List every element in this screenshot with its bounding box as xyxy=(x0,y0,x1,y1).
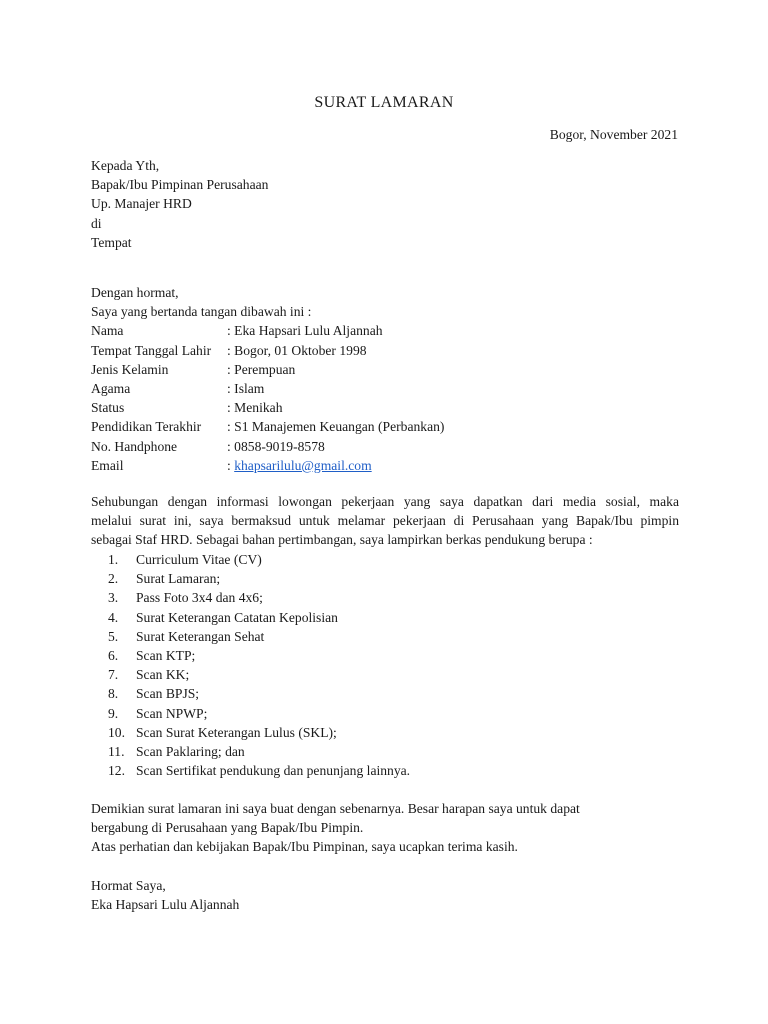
list-number: 11. xyxy=(108,743,125,759)
detail-row-birth xyxy=(91,341,679,360)
list-text: Scan Sertifikat pendukung dan penunjang lainnya. xyxy=(136,763,411,779)
list-item xyxy=(108,742,410,761)
list-number: 4. xyxy=(108,609,119,625)
letter-title: SURAT LAMARAN xyxy=(314,94,454,111)
list-item xyxy=(108,627,410,646)
list-number: 1. xyxy=(108,552,119,567)
address-line: Bapak/Ibu Pimpinan Perusahaan xyxy=(91,177,269,193)
detail-row-religion xyxy=(91,379,679,398)
detail-value: : Eka Hapsari Lulu Aljannah xyxy=(227,323,383,339)
detail-value: : Islam xyxy=(227,380,265,396)
detail-label: Status xyxy=(91,400,125,416)
list-number: 9. xyxy=(108,705,119,721)
list-number: 2. xyxy=(108,571,119,587)
list-text: Curriculum Vitae (CV) xyxy=(136,552,262,567)
list-text: Pass Foto 3x4 dan 4x6; xyxy=(136,590,263,606)
detail-label: Email xyxy=(91,457,124,473)
signature-block xyxy=(91,876,679,914)
list-number: 12. xyxy=(108,763,125,779)
detail-value: : 0858-9019-8578 xyxy=(227,438,325,454)
email-prefix: : xyxy=(227,457,235,473)
list-text: Surat Keterangan Catatan Kepolisian xyxy=(136,609,338,625)
signer-name: Eka Hapsari Lulu Aljannah xyxy=(91,897,240,913)
place-date: Bogor, November 2021 xyxy=(549,127,678,142)
list-text: Scan NPWP; xyxy=(136,705,208,721)
list-number: 8. xyxy=(108,686,119,702)
paragraph-line: melalui surat ini, saya bermaksud untuk melamar pekerjaan di Perusahaan yang Bapak/Ibu pimpin xyxy=(91,513,679,529)
detail-row-name xyxy=(91,321,679,340)
detail-label: No. Handphone xyxy=(91,438,178,454)
list-number: 10. xyxy=(108,724,125,740)
list-item xyxy=(108,569,410,588)
address-line: di xyxy=(91,215,102,231)
list-item xyxy=(108,588,410,607)
list-item xyxy=(108,550,410,569)
closing-line: Atas perhatian dan kebijakan Bapak/Ibu Pimpinan, saya ucapkan terima kasih. xyxy=(91,839,518,855)
list-text: Scan BPJS; xyxy=(136,686,200,702)
greeting: Dengan hormat, xyxy=(91,285,179,300)
list-text: Scan Paklaring; dan xyxy=(136,743,245,759)
detail-label: Jenis Kelamin xyxy=(91,361,169,377)
recipient-address xyxy=(91,156,679,252)
paragraph-line: sebagai Staf HRD. Sebagai bahan pertimbangan, saya lampirkan berkas pendukung berupa : xyxy=(91,532,593,548)
detail-row-education xyxy=(91,417,679,436)
list-item xyxy=(108,723,410,742)
detail-row-status xyxy=(91,398,679,417)
detail-label: Agama xyxy=(91,380,131,396)
list-text: Surat Keterangan Sehat xyxy=(136,628,265,644)
closing-line: Demikian surat lamaran ini saya buat dengan sebenarnya. Besar harapan saya untuk dapat xyxy=(91,801,580,816)
list-number: 6. xyxy=(108,647,119,663)
detail-value: : S1 Manajemen Keuangan (Perbankan) xyxy=(227,419,445,435)
list-text: Scan Surat Keterangan Lulus (SKL); xyxy=(136,724,337,740)
paragraph-line: Sehubungan dengan informasi lowongan pekerjaan yang saya dapatkan dari media sosial, maka xyxy=(91,494,679,509)
applicant-details xyxy=(91,283,679,475)
list-text: Surat Lamaran; xyxy=(136,571,221,587)
body-paragraph xyxy=(91,492,679,550)
address-line: Tempat xyxy=(91,234,132,250)
detail-value: : Bogor, 01 Oktober 1998 xyxy=(227,342,367,358)
intro-line: Saya yang bertanda tangan dibawah ini : xyxy=(91,304,312,320)
detail-value: : Menikah xyxy=(227,400,283,416)
detail-label: Tempat Tanggal Lahir xyxy=(91,342,212,358)
address-line: Up. Manajer HRD xyxy=(91,196,192,212)
email-link[interactable]: khapsarilulu@gmail.com xyxy=(234,457,372,473)
list-text: Scan KK; xyxy=(136,667,190,683)
address-line: Kepada Yth, xyxy=(91,158,160,173)
detail-label: Pendidikan Terakhir xyxy=(91,419,202,435)
attachment-list xyxy=(108,550,410,780)
list-item xyxy=(108,608,410,627)
detail-label: Nama xyxy=(91,323,124,339)
list-number: 3. xyxy=(108,590,119,606)
list-number: 5. xyxy=(108,628,119,644)
detail-value: : Perempuan xyxy=(227,361,296,377)
detail-row-phone xyxy=(91,437,679,456)
sign-off: Hormat Saya, xyxy=(91,878,166,893)
list-number: 7. xyxy=(108,667,119,683)
list-item xyxy=(108,761,410,780)
list-item xyxy=(108,646,410,665)
list-text: Scan KTP; xyxy=(136,647,196,663)
detail-value xyxy=(227,456,679,475)
detail-row-email xyxy=(91,456,679,475)
closing-line: bergabung di Perusahaan yang Bapak/Ibu Pimpin. xyxy=(91,820,364,836)
detail-row-gender xyxy=(91,360,679,379)
closing-paragraph xyxy=(91,799,679,857)
list-item xyxy=(108,704,410,723)
list-item xyxy=(108,665,410,684)
list-item xyxy=(108,684,410,703)
